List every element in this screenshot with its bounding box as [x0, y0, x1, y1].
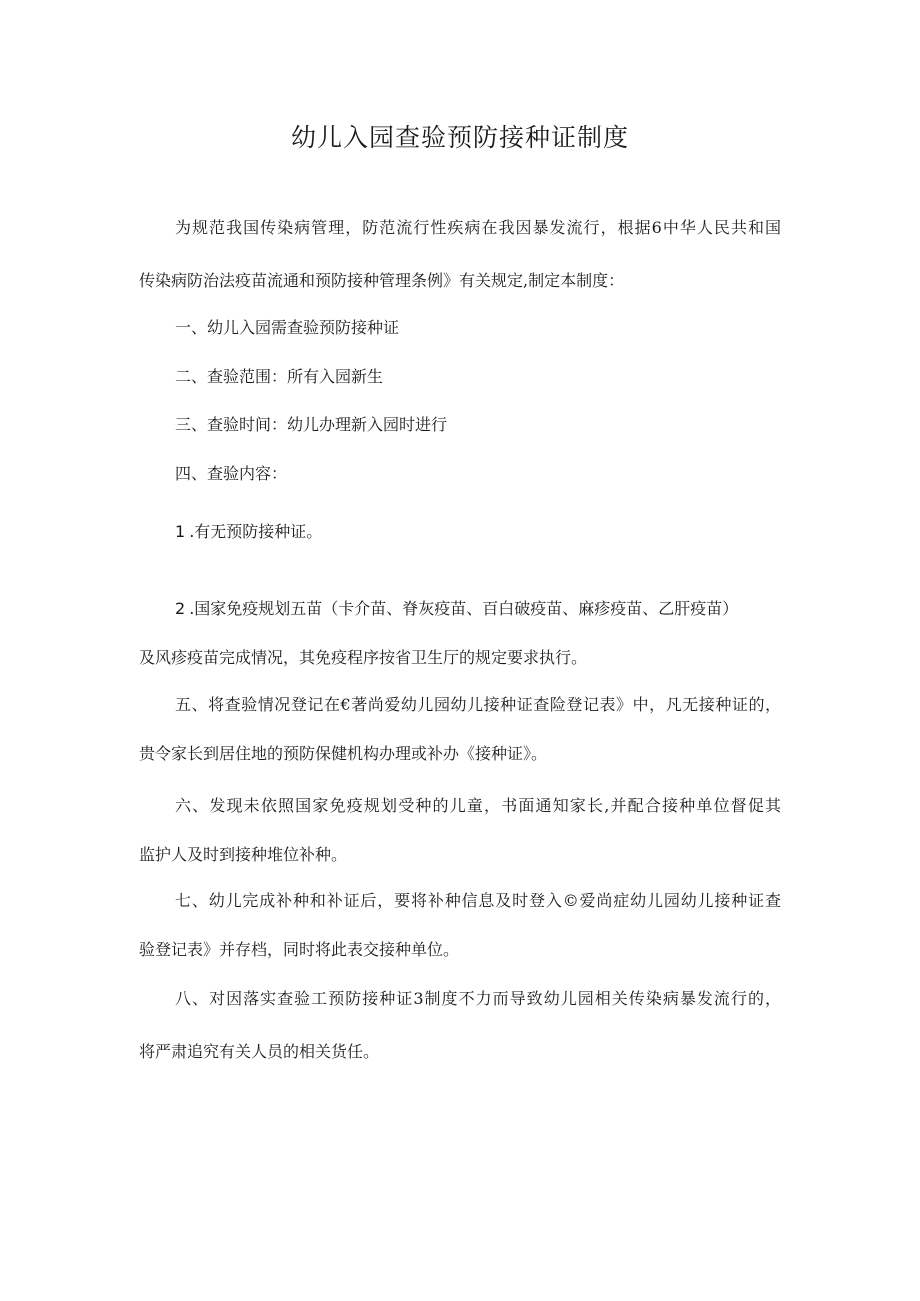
- intro-line-1: 为规范我国传染病管理，防范流行性疾病在我因暴发流行，根据6中华人民共和国: [175, 218, 781, 237]
- sub-item-1: [175, 521, 322, 543]
- sub-item-1-number: 1: [175, 522, 186, 541]
- item-5-line-2: 贵令家长到居住地的预防保健机构办理或补办《接种证》。: [139, 744, 548, 763]
- item-7-line-1: 七、幼儿完成补种和补证后，要将补种信息及时登入©爱尚症幼儿园幼儿接种证查: [175, 891, 781, 910]
- sub-item-2: [175, 598, 738, 620]
- sub-item-2-continuation: 及风疹疫苗完成情况，其免疫程序按省卫生厅的规定要求执行。: [139, 648, 588, 667]
- item-4: 四、查验内容：: [175, 464, 288, 483]
- sub-item-2-text: .国家免疫规划五苗（卡介苗、脊灰疫苗、百白破疫苗、麻疹疫苗、乙肝疫苗）: [189, 599, 739, 618]
- item-5-line-1: 五、将查验情况登记在€著尚爱幼儿园幼儿接种证查险登记表》中，凡无接种证的，: [175, 695, 781, 714]
- sub-item-1-text: .有无预防接种证。: [189, 522, 323, 541]
- item-8-line-2: 将严肃追究有关人员的相关货任。: [139, 1042, 380, 1061]
- item-8-line-1: 八、对因落实查验工预防接种证3制度不力而导致幼儿园相关传染病暴发流行的，: [175, 989, 781, 1008]
- item-2: 二、查验范围：所有入园新生: [175, 367, 384, 386]
- item-7-line-2: 验登记表》并存档，同时将此表交接种单位。: [139, 940, 460, 959]
- document-title: 幼儿入园查验预防接种证制度: [290, 123, 629, 152]
- item-6-line-1: 六、发现未依照国家免疫规划受种的儿童，书面通知家长,并配合接种单位督促其: [175, 796, 781, 815]
- sub-item-2-number: 2: [175, 599, 186, 618]
- item-6-line-2: 监护人及时到接种堆位补种。: [139, 845, 348, 864]
- item-3: 三、查验时间：幼儿办理新入园时进行: [175, 415, 448, 434]
- item-1: 一、幼儿入园需查验预防接种证: [175, 318, 400, 337]
- intro-line-2: 传染病防治法疫苗流通和预防接种管理条例》有关规定,制定本制度：: [139, 271, 625, 290]
